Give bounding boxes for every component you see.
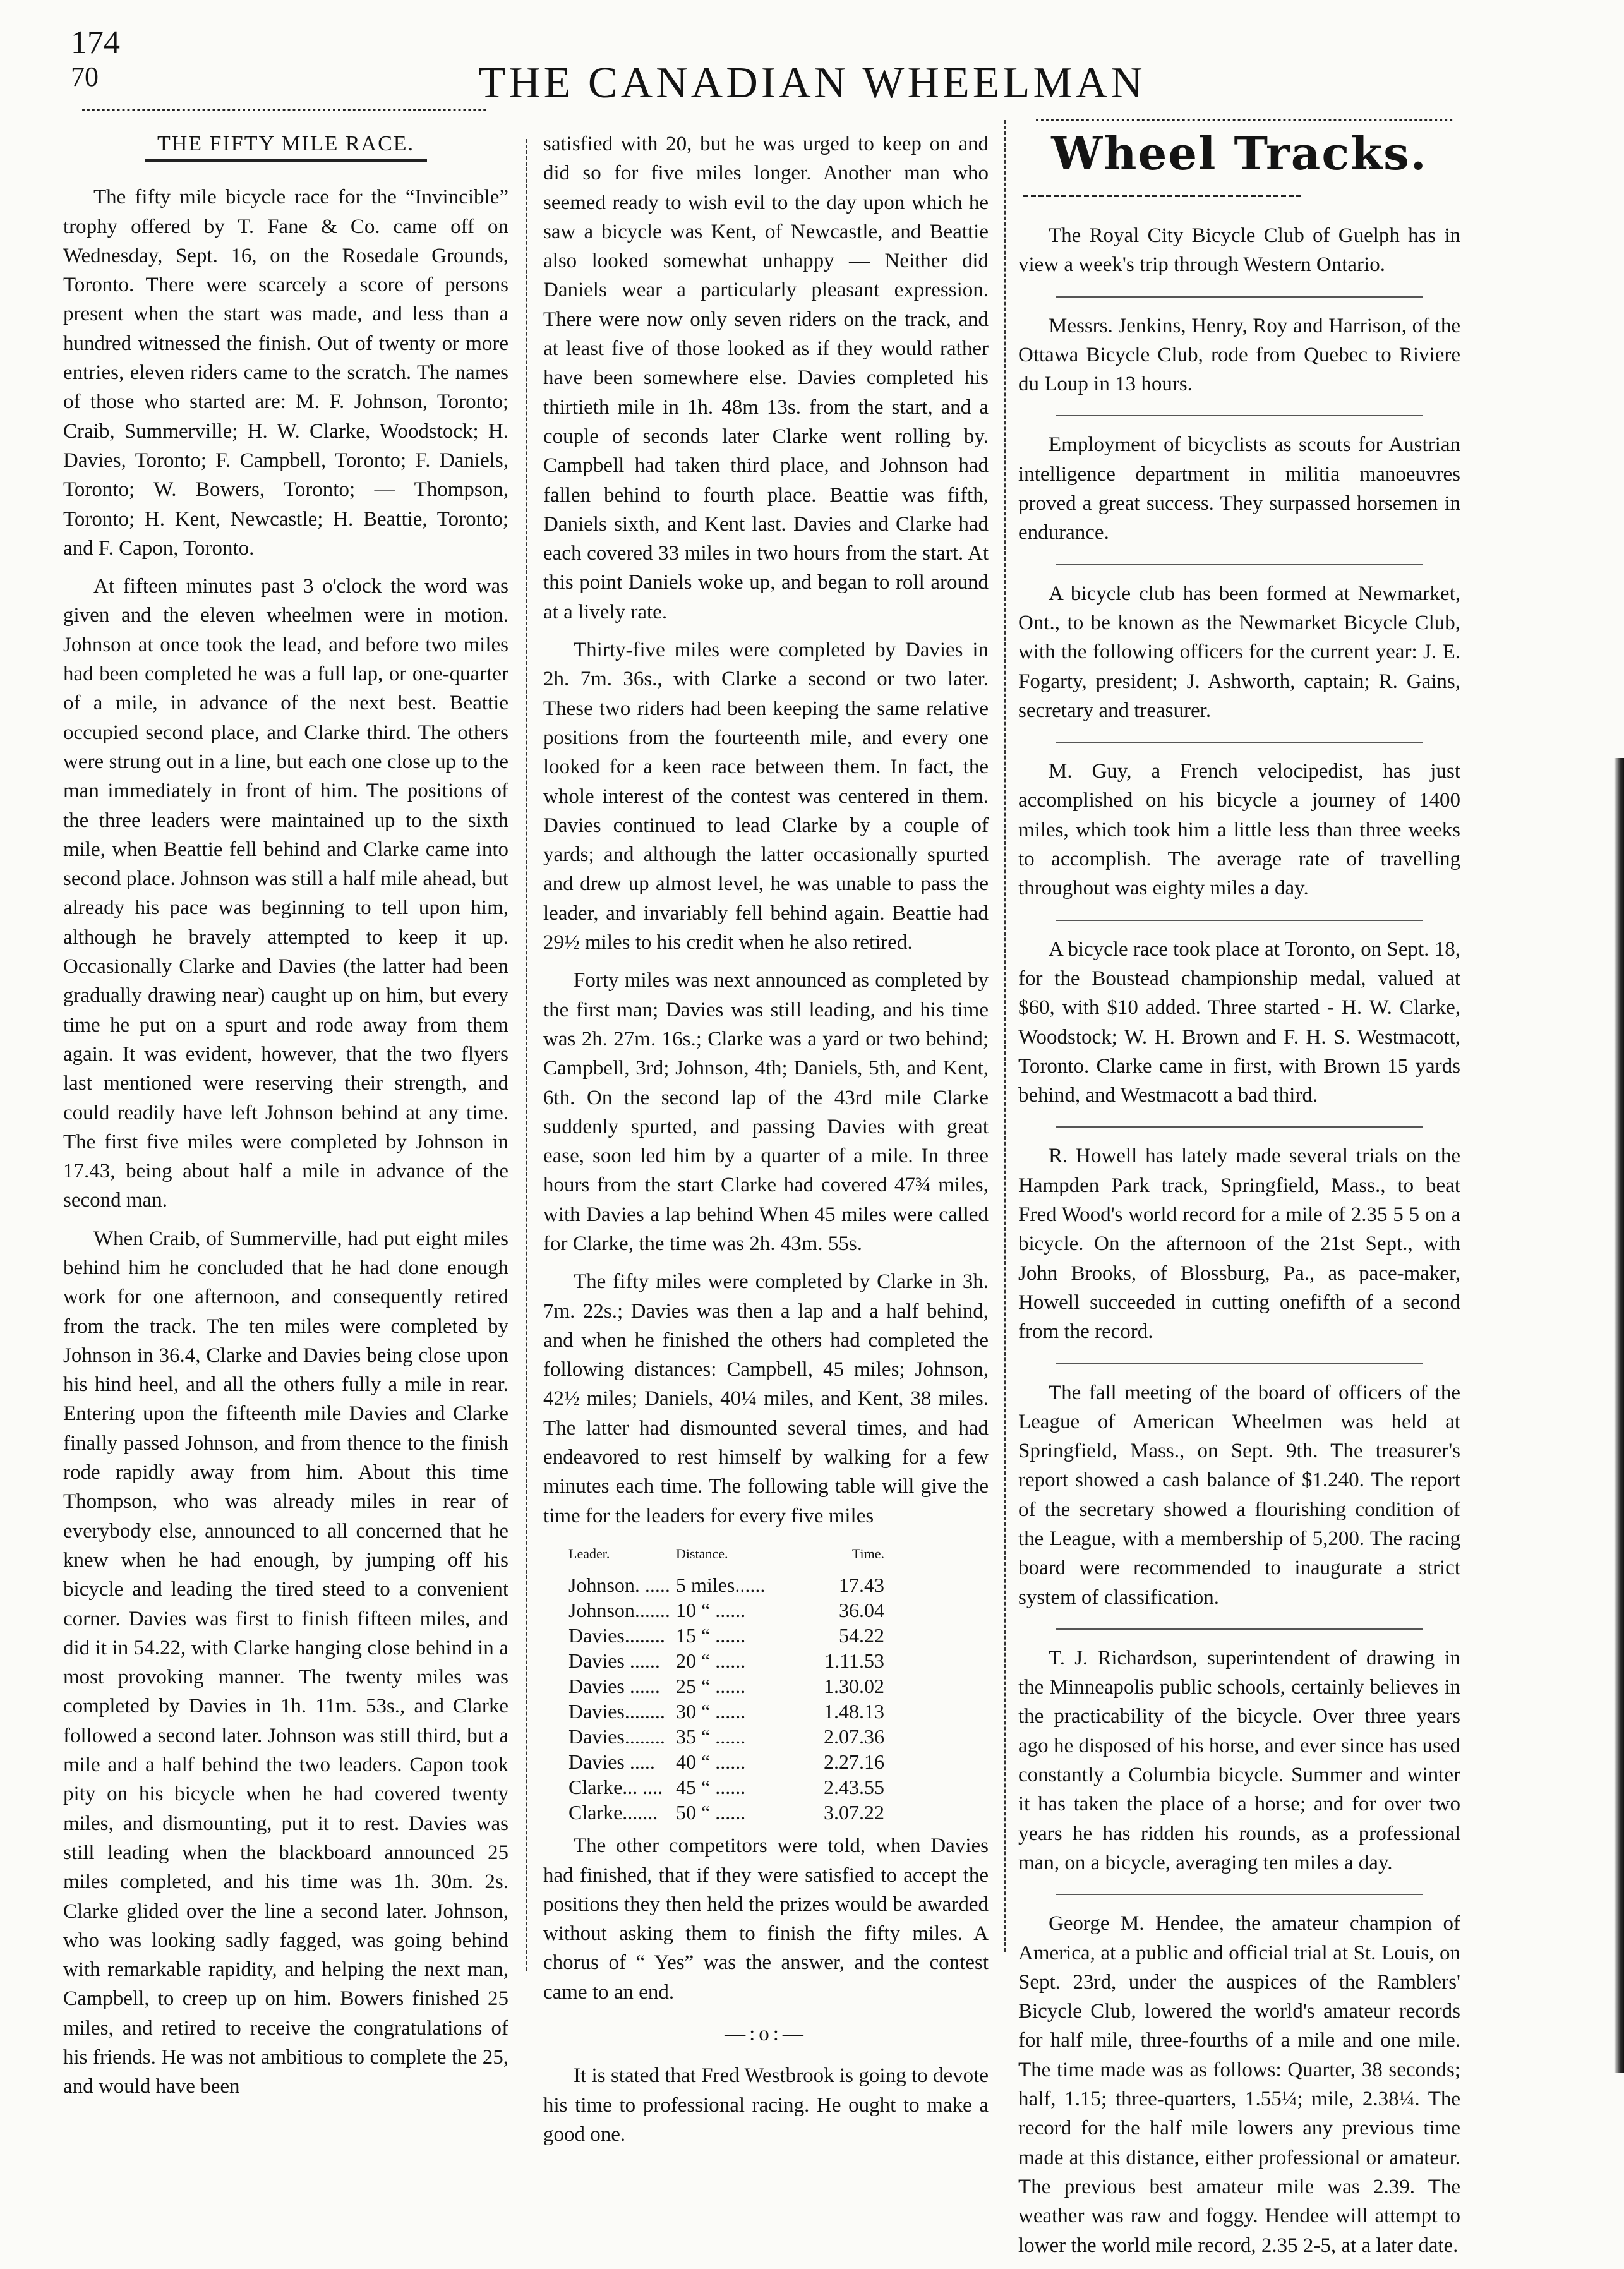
- wheel-tracks-heading: Wheel Tracks.: [1051, 126, 1428, 180]
- race-paragraph: Thirty-five miles were completed by Davies in 2h. 7m. 36s., with Clarke a second or two later. These two riders had been keeping the same relative positions from the fourteenth mile, and every one looked for a keen race between them. In fact, the whole interest of the contest was centered in them. Davies continued to lead Clarke by a couple of yards; and although the latter occasionally spurted and drew up almost level, he was unable to pass the leader, and invariably fell behind again. Beattie had 29½ miles to his credit when he also retired.: [543, 639, 989, 954]
- table-cell-distance: 45 “ ......: [676, 1776, 746, 1799]
- wheel-tracks-rule: [1023, 195, 1301, 200]
- race-paragraph: The fifty miles were completed by Clarke in 3h. 7m. 22s.; Davies was then a lap and a half behind, and when he finished the others had completed the following distances: Campbell, 45 miles; Johnson, 42½ miles; Daniels, 40¼ miles, and Kent, 38 miles. The latter had dismounted several times, and had endeavored to rest himself by walking for a few minutes each time. The following table will give the time for the leaders for every five miles: [543, 1270, 989, 1527]
- news-item: R. Howell has lately made several trials on the Hampden Park track, Springfield, Mass., to beat Fred Wood's world record for a mile of 2.35 5 5 on a bicycle. On the afternoon of the 21st Sept., with John Brooks, of Blossburg, Pa., as pace-maker, Howell succeeded in cutting onefifth of a second from the record.: [1018, 1145, 1460, 1344]
- race-times-table: [568, 1539, 884, 1825]
- table-cell-distance: 15 “ ......: [676, 1624, 746, 1647]
- column-rule-1: [526, 139, 527, 1971]
- table-cell-distance: 20 “ ......: [676, 1649, 746, 1673]
- news-item: M. Guy, a French velocipedist, has just accomplished on his bicycle a journey of 1400 miles, which took him a little less than three weeks to accomplish. The average rate of travelling throughout was eighty miles a day.: [1018, 760, 1460, 900]
- table-cell-leader: Davies........: [568, 1700, 665, 1723]
- news-item: George M. Hendee, the amateur champion of America, at a public and official trial at St. Louis, on Sept. 23rd, under the auspices of the Ramblers' Bicycle Club, lowered the world's amateur records for half mile, three-fourths of a mile and one mile. The time made was as follows: Quarter, 38 seconds; half, 1.15; three-quarters, 1.55¼; mile, 2.38¼. The record for the half mile lowers any previous time made at this distance, either professional or amateur. The previous best amateur mile was 2.39. The weather was raw and foggy. Hendee will attempt to lower the world mile record, 2.35 2-5, at a later date.: [1018, 1912, 1460, 2257]
- table-cell-leader: Johnson.......: [568, 1599, 670, 1622]
- masthead-rule-left: [82, 109, 486, 114]
- news-item: A bicycle race took place at Toronto, on Sept. 18, for the Boustead championship medal, valued at $60, with $10 added. Three started - H. W. Clarke, Woodstock; W. H. Brown and F. H. S. Westmacott, Toronto. Clarke came in first, with Brown 15 yards behind, and Westmacott a bad third.: [1018, 937, 1460, 1107]
- table-cell-leader: Davies........: [568, 1725, 665, 1748]
- table-cell-time: 17.43: [839, 1574, 884, 1597]
- table-cell-distance: 35 “ ......: [676, 1725, 746, 1748]
- table-cell-distance: 25 “ ......: [676, 1675, 746, 1698]
- table-cell-leader: Davies........: [568, 1624, 665, 1647]
- race-closing-paragraph: The other competitors were told, when Davies had finished, that if they were satisfied to accept the positions they then held the prizes would be awarded without asking them to finish the fifty miles. A chorus of “ Yes” was the answer, and the contest came to an end.: [543, 1834, 989, 2004]
- page-number-alt: 70: [71, 61, 99, 92]
- item-divider: [1056, 296, 1423, 298]
- item-divider: [1056, 920, 1423, 921]
- table-cell-time: 54.22: [839, 1624, 884, 1647]
- table-cell-leader: Clarke... ....: [568, 1776, 663, 1799]
- news-item: The Royal City Bicycle Club of Guelph has in view a week's trip through Western Ontario.: [1018, 224, 1460, 277]
- table-cell-time: 2.43.55: [824, 1776, 884, 1799]
- news-item: T. J. Richardson, superintendent of drawing in the Minneapolis public schools, certainly believes in the practicability of the bicycle. Over three years ago he disposed of his horse, and ever since has used constantly a Columbia bicycle. Summer and winter it has taken the place of a horse; and for over two years he has ridden his rounds, as a professional man, on a bicycle, averaging ten miles a day.: [1018, 1646, 1460, 1874]
- table-header-time: Time.: [851, 1545, 884, 1562]
- table-cell-distance: 50 “ ......: [676, 1801, 746, 1824]
- race-paragraph: When Craib, of Summerville, had put eight miles behind him he concluded that he had done enough work for one afternoon, and consequently retired from the track. The ten miles were completed by Johnson in 36.4, Clarke and Davies being close upon his hind heel, and all the others fully a mile in rear. Entering upon the fifteenth mile Davies and Clarke finally passed Johnson, and from thence to the finish rode rapidly away from him. About this time Thompson, who was already miles in rear of everybody else, announced to all concerned that he knew when he had enough, by jumping off his bicycle and leading the tired steed to a convenient corner. Davies was first to finish fifteen miles, and did it in 54.22, with Clarke hanging close behind in a most provoking manner. The twenty miles was completed by Davies in 1h. 11m. 53s., and Clarke followed a second later. Johnson was still third, but a mile and a half behind the two leaders. Capon took pity on his bicycle when he had covered twenty miles, and dismounting, put it to rest. Davies was still leading when the blackboard announced 25 miles completed, and his time was 1h. 30m. 2s. Clarke glided over the line a second later. Johnson, who was looking sadly fagged, was going behind with remarkable rapidity, and helping the next man, Campbell, to creep up on him. Bowers finished 25 miles, and retired to receive the congratulations of his friends. He was not ambitious to complete the 25, and would have been: [63, 1227, 508, 2098]
- race-column-2: [543, 129, 989, 2158]
- item-divider: [1056, 1126, 1423, 1128]
- masthead-rule-right: [1036, 119, 1453, 124]
- race-paragraph: satisfied with 20, but he was urged to keep on and did so for five miles longer. Another man who seemed ready to wish evil to the day upon which he saw a bicycle was Kent, of Newcastle, and Beattie also looked somewhat unhappy — Neither did Daniels wear a particularly pleasant expression. There were now only seven riders on the track, and at least five of those looked as if they would rather have been somewhere else. Davies completed his thirtieth mile in 1h. 48m 13s. from the start, and a couple of seconds later Clarke went rolling by. Campbell had taken third place, and Johnson had fallen behind to fourth place. Beattie was fifth, Daniels sixth, and Kent last. Davies and Clarke had each covered 33 miles in two hours from the start. At this point Daniels woke up, and began to roll around at a lively rate.: [543, 133, 989, 623]
- item-divider: [1056, 415, 1423, 416]
- news-item: Employment of bicyclists as scouts for Austrian intelligence department in militia manoeuvres proved a great success. They surpassed horsemen in endurance.: [1018, 433, 1460, 545]
- table-cell-time: 2.07.36: [824, 1725, 884, 1748]
- table-cell-distance: 5 miles......: [676, 1574, 766, 1597]
- section-separator: —:o:—: [725, 2023, 807, 2046]
- column-rule-2: [1004, 120, 1006, 1952]
- page-edge-shadow: [1614, 758, 1624, 2073]
- item-divider: [1056, 564, 1423, 565]
- table-cell-distance: 40 “ ......: [676, 1750, 746, 1774]
- table-row: [568, 1623, 884, 1648]
- table-row: [568, 1774, 884, 1800]
- news-item: A bicycle club has been formed at Newmarket, Ont., to be known as the Newmarket Bicycle Club, with the following officers for the current year: J. E. Fogarty, president; J. Ashworth, captain; R. Gains, secretary and treasurer.: [1018, 582, 1460, 722]
- table-cell-leader: Davies .....: [568, 1750, 655, 1774]
- race-column-1: [63, 129, 508, 2110]
- wheel-tracks-column: [1018, 221, 1460, 2269]
- table-row: [568, 1724, 884, 1749]
- race-paragraph: At fifteen minutes past 3 o'clock the word was given and the eleven wheelmen were in motion. Johnson at once took the lead, and before two miles had been completed he was a full lap, or one-quarter of a mile, in advance of the next best. Beattie occupied second place, and Clarke third. The others were strung out in a line, but each one close up to the man immediately in front of him. The positions of the three leaders were maintained up to the sixth mile, when Beattie fell behind and Clarke came into second place. Johnson was still a half mile ahead, but already his pace was beginning to tell upon him, although he bravely attempted to keep it up. Occasionally Clarke and Davies (the latter had been gradually drawing near) caught up on him, but every time he put on a spurt and rode away from them again. It was evident, however, that the two flyers last mentioned were reserving their strength, and could readily have left Johnson behind at any time. The first five miles were completed by Johnson in 17.43, being about half a mile in advance of the second man.: [63, 575, 508, 1212]
- table-cell-time: 1.48.13: [824, 1700, 884, 1723]
- news-item: Messrs. Jenkins, Henry, Roy and Harrison, of the Ottawa Bicycle Club, rode from Quebec to Riviere du Loup in 13 hours.: [1018, 314, 1460, 396]
- table-cell-time: 36.04: [839, 1599, 884, 1622]
- item-divider: [1056, 742, 1423, 743]
- westbrook-paragraph: It is stated that Fred Westbrook is going to devote his time to professional racing. He ought to make a good one.: [543, 2064, 989, 2146]
- race-heading: THE FIFTY MILE RACE.: [63, 129, 508, 159]
- table-cell-time: 2.27.16: [824, 1750, 884, 1774]
- table-cell-leader: Johnson. .....: [568, 1574, 670, 1597]
- table-cell-time: 1.30.02: [824, 1675, 884, 1698]
- race-paragraph: Forty miles was next announced as completed by the first man; Davies was still leading, and his time was 2h. 27m. 16s.; Clarke was a yard or two behind; Campbell, 3rd; Johnson, 4th; Daniels, 5th, and Kent, 6th. On the second lap of the 43rd mile Clarke suddenly spurted, and passing Davies with great ease, soon led him by a quarter of a mile. In three hours from the start Clarke had covered 47¾ miles, with Davies a lap behind When 45 miles were called for Clarke, the time was 2h. 43m. 55s.: [543, 969, 989, 1255]
- table-row: [568, 1673, 884, 1699]
- item-divider: [1056, 1363, 1423, 1364]
- item-divider: [1056, 1628, 1423, 1630]
- news-item: The fall meeting of the board of officers of the League of American Wheelmen was held at Springfield, Mass., on Sept. 9th. The treasurer's report showed a cash balance of $1.240. The report of the secretary showed a flourishing condition of the League, with a membership of 5,200. The racing board were recommended to inaugurate a strict system of classification.: [1018, 1381, 1460, 1609]
- table-header-leader: Leader.: [568, 1545, 610, 1562]
- item-divider: [1056, 1894, 1423, 1895]
- table-cell-leader: Davies ......: [568, 1649, 660, 1673]
- table-cell-distance: 30 “ ......: [676, 1700, 746, 1723]
- page-number: 174: [71, 25, 120, 61]
- table-cell-leader: Davies ......: [568, 1675, 660, 1698]
- table-row: [568, 1598, 884, 1623]
- table-row: [568, 1749, 884, 1774]
- table-cell-time: 3.07.22: [824, 1801, 884, 1824]
- table-header-distance: Distance.: [676, 1545, 728, 1562]
- masthead-title: THE CANADIAN WHEELMAN: [478, 59, 1146, 107]
- table-cell-distance: 10 “ ......: [676, 1599, 746, 1622]
- table-row: [568, 1699, 884, 1724]
- table-row: [568, 1648, 884, 1673]
- table-cell-leader: Clarke.......: [568, 1801, 658, 1824]
- race-paragraph: The fifty mile bicycle race for the “Invincible” trophy offered by T. Fane & Co. came off on Wednesday, Sept. 16, on the Rosedale Grounds, Toronto. There were scarcely a score of persons present when the start was made, and less than a hundred witnessed the finish. Out of twenty or more entries, eleven riders came to the scratch. The names of those who started are: M. F. Johnson, Toronto; Craib, Summerville; H. W. Clarke, Woodstock; H. Davies, Toronto; F. Campbell, Toronto; F. Daniels, Toronto; W. Bowers, Toronto; — Thompson, Toronto; H. Kent, Newcastle; H. Beattie, Toronto; and F. Capon, Toronto.: [63, 186, 508, 560]
- table-cell-time: 1.11.53: [824, 1649, 884, 1673]
- table-row: [568, 1572, 884, 1598]
- table-row: [568, 1800, 884, 1825]
